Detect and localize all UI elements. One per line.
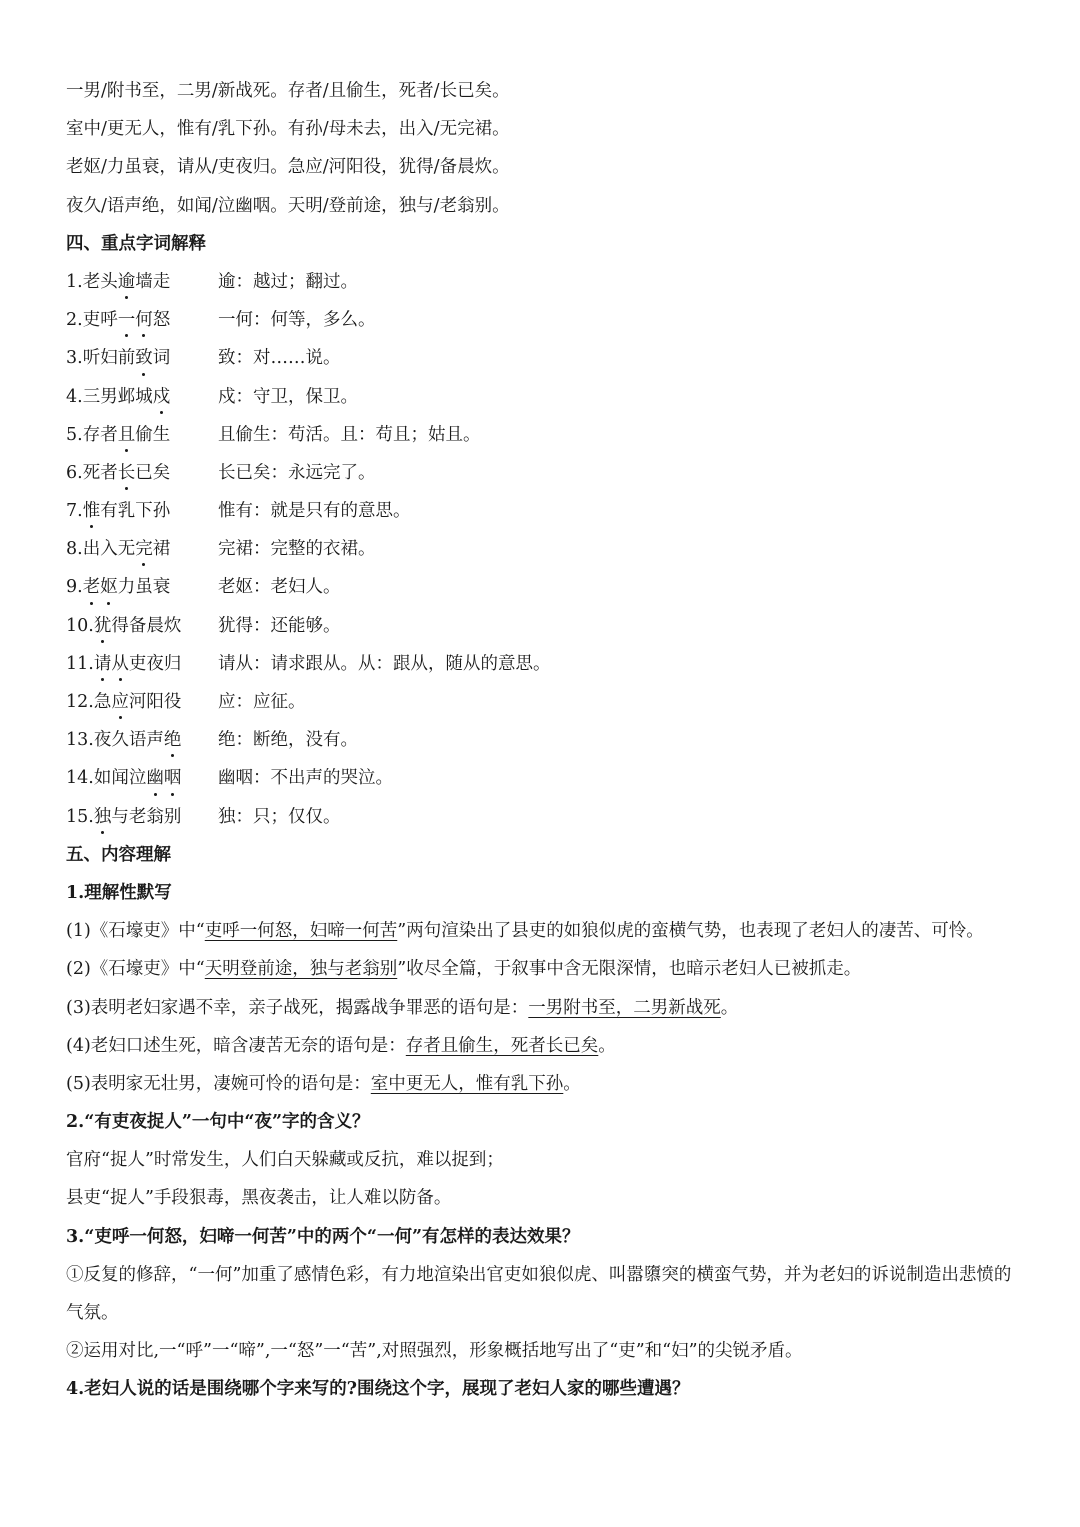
term-number: 6.	[66, 462, 83, 483]
poem-line: 夜久/语声绝，如闻/泣幽咽。天明/登前途，独与/老翁别。	[66, 195, 510, 216]
term-number: 3.	[66, 348, 83, 369]
term-explanation: 犹得：还能够。	[218, 615, 341, 636]
dotted-char: 长	[118, 454, 136, 492]
q1-item	[66, 1065, 1026, 1103]
term-number: 14.	[66, 768, 94, 789]
term-key-chars	[94, 807, 112, 827]
term-explanation: 应：应征。	[218, 692, 306, 712]
term-text: 存者	[82, 424, 118, 445]
term-explanation: 惟有：就是只有的意思。	[218, 501, 411, 522]
dotted-char: 戍	[153, 378, 171, 416]
q1-prompt: ”两句渲染出了县吏的如狼似虎的蛮横气势，也表现了老妇人的凄苦、可怜。	[397, 921, 984, 942]
q1-prompt: (5)表明家无壮男，凄婉可怜的语句是：	[66, 1073, 371, 1094]
dotted-char: 请	[94, 645, 112, 683]
q3-title: 3.“吏呼一何怒，妇啼一何苦”中的两个“一何”有怎样的表达效果？	[66, 1226, 580, 1247]
q1-item	[66, 912, 1026, 950]
term-row	[66, 568, 1026, 606]
term-phrase	[66, 492, 218, 530]
q2-answer-line: 县吏“捉人”手段狠毒，黑夜袭击，让人难以防备。	[66, 1188, 452, 1209]
term-text: 力虽衰	[117, 577, 171, 598]
term-number: 13.	[66, 730, 94, 751]
term-row	[66, 607, 1026, 645]
term-text: 出入无	[82, 539, 136, 560]
term-row	[66, 378, 1026, 416]
dotted-char: 犹	[94, 607, 112, 645]
term-explanation: 完裙：完整的衣裙。	[218, 539, 376, 560]
term-text: 墙走	[135, 271, 171, 292]
q1-items	[66, 912, 1026, 1103]
dotted-char: 惟	[83, 492, 101, 530]
term-row	[66, 759, 1026, 797]
q1-item	[66, 1027, 1026, 1065]
term-row	[66, 798, 1026, 836]
term-text: 夜久语声	[93, 730, 164, 751]
term-number: 9.	[66, 577, 83, 598]
term-row	[66, 530, 1026, 568]
term-row	[66, 454, 1026, 492]
dotted-char: 绝	[164, 721, 182, 759]
q1-title: 1.理解性默写	[66, 882, 172, 903]
dotted-char: 从	[111, 645, 129, 683]
term-row	[66, 645, 1026, 683]
q4-title: 4.老妇人说的话是围绕哪个字来写的?围绕这个字，展现了老妇人家的哪些遭遇？	[66, 1379, 690, 1400]
term-phrase	[66, 301, 218, 339]
term-phrase	[66, 530, 218, 568]
q1-prompt: (4)老妇口述生死，暗含凄苦无奈的语句是：	[66, 1035, 406, 1056]
q1-prompt: (2)《石壕吏》中“	[66, 959, 205, 980]
term-text: 听妇前	[82, 348, 136, 369]
term-text: 有乳下孙	[100, 501, 171, 522]
term-number: 11.	[66, 653, 94, 674]
term-key-chars	[118, 272, 136, 292]
term-phrase	[66, 263, 218, 301]
term-row	[66, 339, 1026, 377]
term-row	[66, 301, 1026, 339]
q1-prompt: ”收尽全篇，于叙事中含无限深情，也暗示老妇人已被抓走。	[397, 959, 862, 980]
q1-item	[66, 989, 1026, 1027]
term-key-chars	[135, 348, 153, 368]
term-explanation: 长已矣：永远完了。	[218, 462, 376, 483]
section-4-heading: 四、重点字词解释	[66, 233, 206, 254]
q3-answer-1: ①反复的修辞，“一何”加重了感情色彩，有力地渲染出官吏如狼似虎、叫嚣隳突的横蛮气势，并为老妇的诉说制造出悲愤的气氛。	[66, 1264, 1012, 1324]
term-key-chars	[118, 463, 136, 483]
q1-answer: 室中更无人，惟有乳下孙	[370, 1073, 564, 1094]
term-explanation: 幽咽：不出声的哭泣。	[218, 768, 393, 789]
term-phrase	[66, 683, 218, 721]
q1-prompt: 。	[598, 1035, 616, 1056]
dotted-char: 应	[111, 683, 129, 721]
q1-prompt: (1)《石壕吏》中“	[66, 921, 205, 942]
term-phrase	[66, 645, 218, 683]
q1-answer: 一男附书至，二男新战死	[528, 997, 721, 1018]
term-text: 裙	[152, 539, 171, 560]
dotted-char: 且	[118, 416, 136, 454]
term-explanation: 戍：守卫，保卫。	[218, 386, 358, 407]
dotted-char: 何	[135, 301, 153, 339]
q1-prompt: 。	[720, 997, 739, 1018]
term-key-chars	[164, 730, 182, 750]
q1-prompt: (3)表明老妇家遇不幸，亲子战死，揭露战争罪恶的语句是：	[66, 997, 529, 1018]
dotted-char: 致	[135, 339, 153, 377]
term-phrase	[66, 568, 218, 606]
term-text: 死者	[82, 462, 118, 483]
poem-line: 室中/更无人，惟有/乳下孙。有孙/母未去，出入/无完裙。	[66, 119, 510, 140]
term-key-chars	[94, 616, 112, 636]
dotted-char: 逾	[118, 263, 136, 301]
term-text: 已矣	[135, 462, 171, 483]
term-text: 词	[152, 348, 171, 369]
dotted-char: 一	[118, 301, 136, 339]
term-row	[66, 492, 1026, 530]
q1-answer: 吏呼一何怒，妇啼一何苦	[204, 921, 398, 942]
term-row	[66, 683, 1026, 721]
dotted-char: 咽	[164, 759, 182, 797]
term-row	[66, 263, 1026, 301]
term-number: 10.	[66, 615, 94, 636]
term-row	[66, 416, 1026, 454]
q2-title: 2.“有吏夜捉人”一句中“夜”字的含义？	[66, 1112, 370, 1133]
term-phrase	[66, 339, 218, 377]
term-number: 12.	[66, 692, 94, 712]
term-phrase	[66, 378, 218, 416]
poem-line: 一男/附书至，二男/新战死。存者/且偷生，死者/长已矣。	[66, 81, 510, 101]
term-key-chars	[83, 501, 101, 521]
q1-item	[66, 950, 1026, 988]
term-number: 4.	[66, 386, 83, 407]
term-explanation: 老妪：老妇人。	[218, 577, 341, 598]
term-key-chars	[83, 577, 118, 597]
q1-prompt: 。	[563, 1073, 581, 1094]
term-key-chars	[146, 768, 181, 788]
term-explanation: 独：只；仅仅。	[218, 806, 341, 827]
term-phrase	[66, 721, 218, 759]
dotted-char: 独	[94, 798, 112, 836]
term-key-chars	[94, 654, 129, 674]
dotted-char: 完	[135, 530, 153, 568]
q1-answer: 天明登前途，独与老翁别	[204, 959, 398, 980]
dotted-char: 妪	[100, 568, 118, 606]
term-phrase	[66, 759, 218, 797]
term-number: 8.	[66, 539, 83, 560]
dotted-char: 幽	[146, 759, 164, 797]
term-text: 与老翁别	[111, 806, 182, 827]
term-text: 得备晨炊	[111, 615, 182, 636]
term-explanation: 绝：断绝，没有。	[218, 730, 358, 751]
term-number: 1.	[66, 271, 83, 292]
term-phrase	[66, 798, 218, 836]
term-explanation: 请从：请求跟从。从：跟从，随从的意思。	[218, 653, 551, 674]
term-text: 老头	[82, 271, 118, 292]
term-phrase	[66, 454, 218, 492]
term-list	[66, 263, 1026, 836]
term-number: 2.	[66, 310, 83, 331]
term-key-chars	[135, 539, 153, 559]
term-text: 偷生	[135, 424, 171, 445]
term-phrase	[66, 607, 218, 645]
term-explanation: 一何：何等，多么。	[218, 310, 376, 331]
term-phrase	[66, 416, 218, 454]
term-text: 吏呼	[82, 310, 118, 331]
q2-answer-line: 官府“捉人”时常发生，人们白天躲藏或反抗，难以捉到；	[66, 1150, 504, 1171]
term-explanation: 致：对……说。	[218, 348, 341, 369]
term-text: 河阳役	[128, 692, 182, 712]
section-5-heading: 五、内容理解	[66, 844, 171, 865]
q3-answer-2: ②运用对比,一“呼”一“啼”,一“怒”一“苦”,对照强烈，形象概括地写出了“吏”和“妇”的尖锐矛盾。	[66, 1341, 803, 1362]
poem-line: 老妪/力虽衰，请从/吏夜归。急应/河阳役，犹得/备晨炊。	[66, 157, 510, 178]
term-text: 怒	[152, 310, 171, 331]
term-explanation: 且偷生：苟活。且：苟且；姑且。	[218, 424, 481, 445]
term-number: 5.	[66, 424, 83, 445]
term-row	[66, 721, 1026, 759]
q1-answer: 存者且偷生，死者长已矣	[405, 1035, 599, 1056]
term-text: 急	[93, 692, 112, 712]
term-number: 15.	[66, 806, 94, 827]
term-number: 7.	[66, 501, 83, 522]
term-key-chars	[111, 692, 129, 712]
poem-lines	[66, 72, 1026, 225]
term-text: 如闻泣	[93, 768, 147, 789]
term-key-chars	[118, 310, 153, 330]
term-key-chars	[153, 387, 171, 407]
document-page	[66, 72, 1026, 1409]
term-explanation: 逾：越过；翻过。	[218, 271, 358, 292]
term-key-chars	[118, 425, 136, 445]
term-text: 三男邺城	[82, 386, 153, 407]
term-text: 吏夜归	[128, 653, 182, 674]
dotted-char: 老	[83, 568, 101, 606]
